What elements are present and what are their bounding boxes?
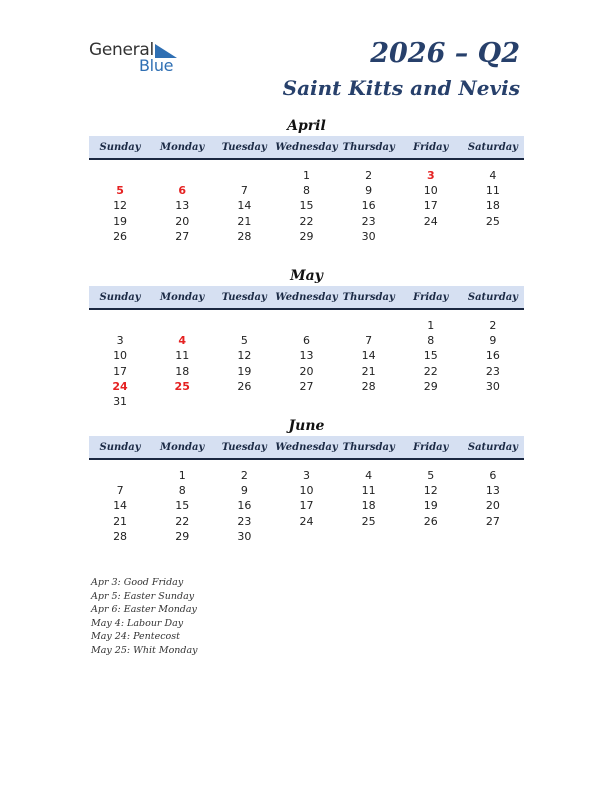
day-cell: 11 — [175, 349, 190, 363]
day-cell: 14 — [361, 349, 376, 363]
day-cell: 17 — [423, 199, 438, 213]
day-cell: 16 — [237, 499, 252, 513]
day-cell: 8 — [302, 184, 310, 198]
day-cell: 9 — [365, 184, 373, 198]
day-cell: 8 — [427, 334, 435, 348]
day-cell: 25 — [361, 514, 376, 528]
day-cell: 20 — [299, 364, 314, 378]
day-cell: 27 — [485, 514, 500, 528]
day-cell: 14 — [237, 199, 252, 213]
weekday-header: Wednesday — [275, 141, 338, 153]
holiday-note: Apr 5: Easter Sunday — [91, 590, 195, 602]
holiday-note: Apr 6: Easter Monday — [91, 604, 197, 616]
day-cell: 23 — [485, 364, 500, 378]
page-subtitle: Saint Kitts and Nevis — [282, 76, 520, 100]
day-cell: 26 — [423, 514, 438, 528]
month-name: June — [288, 418, 325, 434]
day-cell: 27 — [299, 379, 314, 393]
week-row — [89, 514, 524, 529]
week-row — [89, 198, 524, 213]
day-cell: 21 — [113, 514, 128, 528]
day-cell: 28 — [237, 229, 252, 243]
week-row — [89, 468, 524, 483]
week-row — [89, 229, 524, 244]
day-cell: 26 — [113, 229, 128, 243]
day-cell: 13 — [175, 199, 190, 213]
day-cell: 25 — [485, 214, 500, 228]
day-cell: 12 — [237, 349, 252, 363]
day-cell: 28 — [113, 529, 128, 543]
holiday-note: May 4: Labour Day — [91, 617, 184, 629]
weekday-header: Thursday — [342, 441, 395, 453]
weekday-header: Wednesday — [275, 441, 338, 453]
day-cell: 29 — [423, 379, 438, 393]
day-cell: 16 — [485, 349, 500, 363]
day-cell: 5 — [427, 469, 435, 483]
day-cell: 4 — [365, 469, 373, 483]
day-cell: 29 — [175, 529, 190, 543]
holiday-note: Apr 3: Good Friday — [91, 577, 184, 588]
day-cell: 7 — [365, 334, 373, 348]
day-grid — [89, 460, 524, 544]
holiday-day-cell: 6 — [178, 184, 187, 198]
day-cell: 28 — [361, 379, 376, 393]
day-cell: 17 — [113, 364, 128, 378]
holiday-note: May 24: Pentecost — [91, 631, 180, 643]
month-may — [89, 266, 524, 409]
week-row — [89, 183, 524, 198]
day-cell: 27 — [175, 229, 190, 243]
weekday-header: Tuesday — [221, 291, 267, 303]
day-cell: 30 — [485, 379, 500, 393]
day-cell: 13 — [299, 349, 314, 363]
holiday-day-cell: 4 — [178, 334, 187, 348]
day-cell: 10 — [423, 184, 438, 198]
day-cell: 15 — [299, 199, 314, 213]
day-cell: 10 — [299, 484, 314, 498]
week-row — [89, 529, 524, 544]
weekday-header-row — [89, 436, 524, 460]
day-cell: 26 — [237, 379, 252, 393]
week-row — [89, 168, 524, 183]
weekday-header: Tuesday — [221, 141, 267, 153]
day-cell: 11 — [485, 184, 500, 198]
day-cell: 22 — [175, 514, 190, 528]
day-cell: 22 — [423, 364, 438, 378]
weekday-header-row — [89, 136, 524, 160]
day-cell: 16 — [361, 199, 376, 213]
week-row — [89, 318, 524, 333]
day-cell: 9 — [489, 334, 497, 348]
week-row — [89, 483, 524, 498]
day-cell: 15 — [423, 349, 438, 363]
day-cell: 9 — [240, 484, 248, 498]
day-cell: 1 — [302, 169, 310, 183]
page-title: 2026 – Q2 — [370, 38, 520, 69]
holiday-day-cell: 24 — [112, 379, 128, 393]
day-cell: 3 — [302, 469, 310, 483]
day-cell: 1 — [178, 469, 186, 483]
day-cell: 19 — [237, 364, 252, 378]
day-cell: 8 — [178, 484, 186, 498]
weekday-header: Tuesday — [221, 441, 267, 453]
day-cell: 14 — [113, 499, 128, 513]
logo-text-general: General — [89, 40, 154, 60]
day-cell: 7 — [240, 184, 248, 198]
weekday-header-row — [89, 286, 524, 310]
holiday-day-cell: 3 — [426, 169, 435, 183]
day-cell: 24 — [299, 514, 314, 528]
week-row — [89, 498, 524, 513]
day-cell: 19 — [113, 214, 128, 228]
weekday-header: Monday — [160, 441, 205, 453]
holiday-day-cell: 25 — [174, 379, 190, 393]
day-cell: 23 — [361, 214, 376, 228]
weekday-header: Saturday — [467, 141, 518, 153]
generalblue-logo — [89, 40, 189, 76]
day-cell: 3 — [116, 334, 124, 348]
day-cell: 1 — [427, 319, 435, 333]
weekday-header: Monday — [160, 141, 205, 153]
week-row — [89, 333, 524, 348]
weekday-header: Monday — [160, 291, 205, 303]
day-cell: 10 — [113, 349, 128, 363]
day-cell: 18 — [175, 364, 190, 378]
weekday-header: Saturday — [467, 291, 518, 303]
weekday-header: Friday — [413, 291, 449, 303]
week-row — [89, 214, 524, 229]
day-cell: 18 — [485, 199, 500, 213]
weekday-header: Thursday — [342, 141, 395, 153]
day-grid — [89, 310, 524, 409]
day-cell: 21 — [237, 214, 252, 228]
week-row — [89, 364, 524, 379]
day-cell: 17 — [299, 499, 314, 513]
weekday-header: Friday — [413, 441, 449, 453]
day-cell: 7 — [116, 484, 124, 498]
day-cell: 6 — [302, 334, 310, 348]
weekday-header: Friday — [413, 141, 449, 153]
holiday-note: May 25: Whit Monday — [91, 644, 198, 656]
weekday-header: Sunday — [99, 291, 141, 303]
holiday-notes — [91, 576, 198, 658]
day-cell: 5 — [240, 334, 248, 348]
weekday-header: Sunday — [99, 441, 141, 453]
day-cell: 13 — [485, 484, 500, 498]
day-cell: 20 — [175, 214, 190, 228]
month-june — [89, 416, 524, 544]
week-row — [89, 348, 524, 363]
day-cell: 18 — [361, 499, 376, 513]
day-cell: 2 — [489, 319, 497, 333]
day-cell: 19 — [423, 499, 438, 513]
day-cell: 31 — [113, 395, 128, 409]
day-cell: 20 — [485, 499, 500, 513]
day-cell: 29 — [299, 229, 314, 243]
day-cell: 12 — [113, 199, 128, 213]
day-cell: 2 — [240, 469, 248, 483]
logo-text-blue: Blue — [139, 56, 174, 75]
day-cell: 23 — [237, 514, 252, 528]
day-cell: 6 — [489, 469, 497, 483]
holiday-day-cell: 5 — [116, 184, 124, 198]
week-row — [89, 379, 524, 394]
day-grid — [89, 160, 524, 244]
day-cell: 24 — [423, 214, 438, 228]
day-cell: 21 — [361, 364, 376, 378]
weekday-header: Saturday — [467, 441, 518, 453]
weekday-header: Thursday — [342, 291, 395, 303]
day-cell: 15 — [175, 499, 190, 513]
weekday-header: Wednesday — [275, 291, 338, 303]
day-cell: 22 — [299, 214, 314, 228]
day-cell: 12 — [423, 484, 438, 498]
week-row — [89, 394, 524, 409]
day-cell: 4 — [489, 169, 497, 183]
month-april — [89, 116, 524, 244]
day-cell: 11 — [361, 484, 376, 498]
day-cell: 30 — [361, 229, 376, 243]
day-cell: 30 — [237, 529, 252, 543]
month-name: April — [287, 118, 326, 134]
weekday-header: Sunday — [99, 141, 141, 153]
day-cell: 2 — [365, 169, 373, 183]
month-name: May — [290, 268, 323, 284]
